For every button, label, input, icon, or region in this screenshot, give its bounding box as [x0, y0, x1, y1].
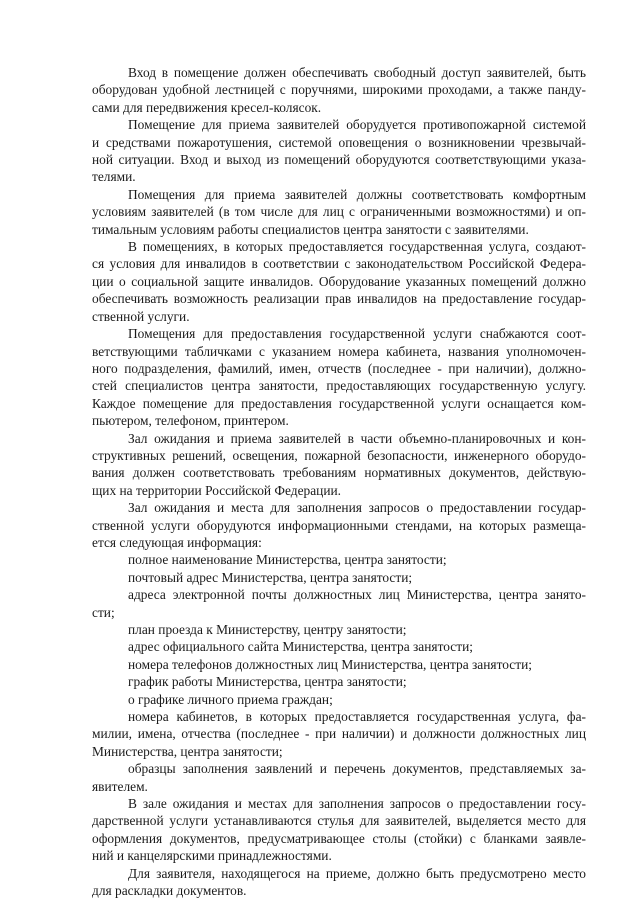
paragraph-seating — [92, 795, 586, 865]
list-item — [92, 691, 586, 708]
list-item — [92, 621, 586, 638]
list-item — [92, 673, 586, 690]
text-line: для раскладки документов. — [92, 883, 247, 899]
text-line: Для заявителя, находящегося на приеме, должно быть предусмотрено место — [128, 865, 586, 881]
text-line: дарственной услуги устанавливаются стулья для заявителей, выделяется место для — [92, 813, 586, 829]
text-line: ний и канцелярскими принадлежностями. — [92, 848, 332, 864]
text-line: и средствами пожаротушения, системой оповещения о возникновении чрезвычай- — [92, 134, 586, 150]
text-line: оборудован удобной лестницей с поручнями, широкими проходами, а также панду- — [92, 82, 586, 98]
text-line: условиям заявителей (в том числе для лиц с ограниченными возможностями) и оп- — [92, 204, 586, 220]
text-line: полное наименование Министерства, центра занятости; — [128, 552, 447, 568]
text-line: ного подразделения, фамилий, имен, отчеств (последнее - при наличии), должно- — [92, 360, 586, 376]
text-line: ветствующими табличками с указанием номера кабинета, названия уполномочен- — [92, 343, 586, 359]
text-line: пьютером, телефоном, принтером. — [92, 413, 289, 429]
text-line: Зал ожидания и приема заявителей в части объемно-планировочных и кон- — [128, 430, 586, 446]
text-line: В помещениях, в которых предоставляется государственная услуга, создают- — [128, 239, 586, 255]
paragraph-info-stands — [92, 499, 586, 551]
text-line: щих на территории Российской Федерации. — [92, 482, 342, 498]
text-line: тимальным условиям работы специалистов центра занятости с заявителями. — [92, 221, 529, 237]
text-line: план проезда к Министерству, центру занятости; — [128, 622, 407, 637]
text-line: номера телефонов должностных лиц Министерства, центра занятости; — [128, 656, 532, 672]
list-item — [92, 638, 586, 655]
list-item — [92, 708, 586, 760]
text-line: ственной услуги оборудуются информационными стендами, на которых размеща- — [92, 517, 586, 533]
paragraph-comfort-conditions — [92, 186, 586, 238]
paragraph-entrance-access — [92, 64, 586, 116]
text-line: сами для передвижения кресел-колясок. — [92, 99, 322, 115]
text-line: Вход в помещение должен обеспечивать свободный доступ заявителей, быть — [128, 65, 586, 80]
text-line: обеспечивать возможность реализации прав инвалидов на предоставление государ- — [92, 291, 586, 307]
paragraph-room-signage — [92, 325, 586, 429]
text-line: Помещения для предоставления государственной услуги снабжаются соот- — [128, 326, 586, 342]
text-line: структивных решений, освещения, пожарной безопасности, инженерного оборудо- — [92, 447, 586, 463]
text-line: почтовый адрес Министерства, центра занятости; — [128, 569, 413, 585]
text-line: образцы заполнения заявлений и перечень документов, представляемых за- — [128, 761, 586, 777]
text-line: стей специалистов центра занятости, предоставляющих государственную услугу. — [92, 378, 586, 394]
document-page — [92, 64, 586, 900]
text-line: сти; — [92, 604, 115, 620]
text-line: адреса электронной почты должностных лиц Министерства, центра занято- — [128, 587, 586, 603]
text-line: адрес официального сайта Министерства, центра занятости; — [128, 639, 473, 655]
text-line: вания должен соответствовать требованиям нормативных документов, действую- — [92, 465, 586, 481]
text-line: ции о социальной защите инвалидов. Оборудование указанных помещений должно — [92, 273, 586, 289]
list-item — [92, 551, 586, 568]
text-line: Помещения для приема заявителей должны соответствовать комфортным — [128, 186, 586, 202]
text-line: график работы Министерства, центра занятости; — [128, 674, 407, 690]
list-item — [92, 586, 586, 621]
list-item — [92, 569, 586, 586]
text-line: Министерства, центра занятости; — [92, 743, 283, 759]
paragraph-waiting-hall-design — [92, 430, 586, 500]
text-line: оформления документов, предусматривающее столы (стойки) с бланками заявле- — [92, 830, 586, 846]
text-line: ной ситуации. Вход и выход из помещений оборудуются соответствующими указа- — [92, 152, 586, 168]
text-line: Помещение для приема заявителей оборудуется противопожарной системой — [128, 117, 586, 133]
paragraph-disability-conditions — [92, 238, 586, 325]
text-line: В зале ожидания и местах для заполнения запросов о предоставлении госу- — [128, 796, 586, 812]
paragraph-document-space — [92, 865, 586, 900]
text-line: Зал ожидания и места для заполнения запросов о предоставлении государ- — [128, 500, 586, 516]
list-item — [92, 656, 586, 673]
text-line: телями. — [92, 169, 136, 185]
text-line: ственной услуги. — [92, 308, 190, 324]
list-item — [92, 760, 586, 795]
text-line: о графике личного приема граждан; — [128, 691, 333, 707]
text-line: Каждое помещение для предоставления государственной услуги оснащается ком- — [92, 395, 586, 411]
text-line: милии, имена, отчества (последнее - при наличии) и должности должностных лиц — [92, 726, 586, 742]
text-line: номера кабинетов, в которых предоставляется государственная услуга, фа- — [128, 709, 586, 725]
text-line: ется следующая информация: — [92, 534, 262, 550]
text-line: ся условия для инвалидов в соответствии с законодательством Российской Федера- — [92, 256, 586, 272]
text-line: явителем. — [92, 778, 148, 794]
paragraph-fire-safety — [92, 116, 586, 186]
